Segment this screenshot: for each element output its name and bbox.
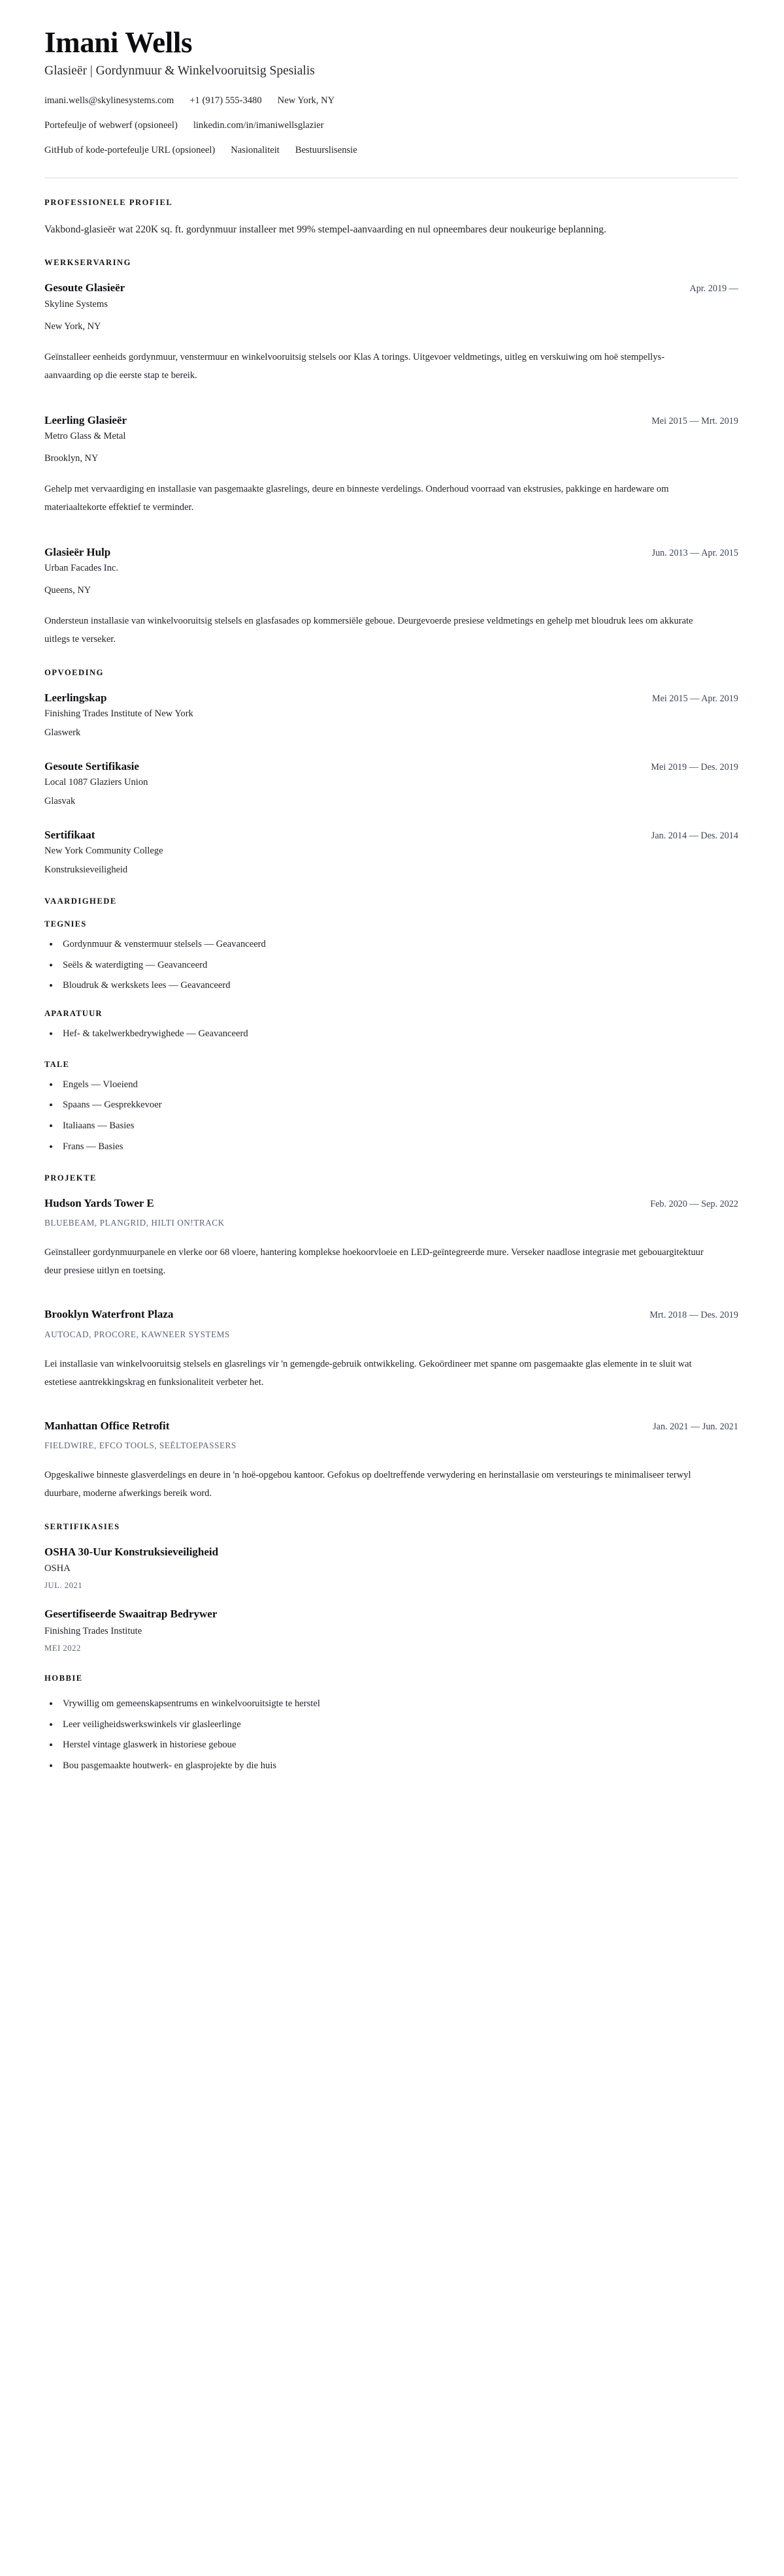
- section-title-certifications: SERTIFIKASIES: [44, 1521, 120, 1531]
- project-description: Geïnstalleer gordynmuurpanele en vlerke oor 68 vloere, hantering komplekse hoekoorvloeie en LED-geïntegreerde mure. Verseker naadlose integrasie met gebouargitektuur deur presiese uitlyn en toetsing.: [44, 1247, 704, 1277]
- certification-name: OSHA 30-Uur Konstruksieveiligheid: [44, 1545, 219, 1558]
- certifications-list: [44, 1545, 738, 1654]
- skill-group: [44, 1009, 738, 1042]
- skill-groups: [44, 919, 738, 1041]
- entry-header: [44, 759, 738, 774]
- language-item: Italiaans — Basies: [44, 1119, 738, 1134]
- job-location: Queens, NY: [44, 584, 91, 596]
- job-company: Skyline Systems: [44, 298, 108, 310]
- language-list: [44, 1077, 738, 1154]
- job-company: Metro Glass & Metal: [44, 430, 126, 441]
- contact-item: +1 (917) 555-3480: [189, 95, 262, 106]
- education-list: [44, 691, 738, 877]
- skill-group-languages: [44, 1060, 738, 1154]
- education-entry: [44, 691, 738, 740]
- section-title-projects: PROJEKTE: [44, 1173, 97, 1183]
- field-of-study: Konstruksieveiligheid: [44, 865, 128, 876]
- certification-date: MEI 2022: [44, 1643, 81, 1653]
- section-title-education: OPVOEDING: [44, 667, 104, 677]
- hobby-item: Herstel vintage glaswerk in historiese geboue: [44, 1738, 738, 1753]
- candidate-headline: Glasieër | Gordynmuur & Winkelvooruitsig Spesialis: [44, 63, 315, 78]
- project-date: Jan. 2021 — Jun. 2021: [653, 1421, 738, 1432]
- experience-entry: [44, 545, 738, 648]
- school-name: Finishing Trades Institute of New York: [44, 708, 193, 719]
- section-skills: [44, 897, 738, 1154]
- hobby-item: Vrywillig om gemeenskapsentrums en winkelvooruitsigte te herstel: [44, 1696, 738, 1711]
- hobby-item: Bou pasgemaakte houtwerk- en glasprojekte by die huis: [44, 1758, 738, 1773]
- skill-item: Bloudruk & werkskets lees — Geavanceerd: [44, 978, 738, 993]
- hobby-item: Leer veiligheidswerkswinkels vir glasleerlinge: [44, 1717, 738, 1732]
- job-description: Ondersteun installasie van winkelvooruitsig stelsels en glasfasades op kommersiële geboue. Deurgevoerde presiese veldmetings en gehelp met bloudruk lees om akkurate uitlegs te verseker.: [44, 615, 693, 644]
- education-entry: [44, 759, 738, 808]
- project-name: Brooklyn Waterfront Plaza: [44, 1308, 174, 1321]
- contact-item: Portefeulje of webwerf (opsioneel): [44, 119, 178, 131]
- job-company: Urban Facades Inc.: [44, 562, 119, 573]
- certification-date: JUL. 2021: [44, 1581, 83, 1591]
- project-entry: [44, 1196, 738, 1280]
- degree-title: Sertifikaat: [44, 829, 95, 842]
- section-projects: [44, 1173, 738, 1503]
- degree-date: Mei 2019 — Des. 2019: [651, 762, 738, 773]
- skill-group-label: APARATUUR: [44, 1009, 103, 1019]
- project-tech-stack: FIELDWIRE, EFCO TOOLS, SEËLTOEPASSERS: [44, 1440, 237, 1450]
- contact-row: [44, 144, 738, 158]
- section-hobbies: [44, 1674, 738, 1773]
- education-entry: [44, 828, 738, 877]
- project-entry: [44, 1419, 738, 1503]
- section-title-experience: WERKSERVARING: [44, 258, 131, 268]
- job-location: Brooklyn, NY: [44, 453, 99, 464]
- skill-list: [44, 1026, 738, 1042]
- entry-header: [44, 281, 738, 295]
- resume-header: [44, 27, 738, 158]
- experience-entry: [44, 413, 738, 517]
- certification-name: Gesertifiseerde Swaaitrap Bedrywer: [44, 1608, 218, 1621]
- school-name: Local 1087 Glaziers Union: [44, 777, 148, 788]
- contact-link[interactable]: GitHub of kode-portefeulje URL (opsioneel): [44, 144, 216, 155]
- job-title: Leerling Glasieër: [44, 413, 127, 426]
- section-title-hobbies: HOBBIE: [44, 1673, 83, 1683]
- section-summary: [44, 198, 738, 239]
- section-certifications: [44, 1522, 738, 1654]
- degree-date: Mei 2015 — Apr. 2019: [651, 693, 738, 704]
- language-item: Spaans — Gesprekkevoer: [44, 1098, 738, 1113]
- skill-item: Hef- & takelwerkbedrywighede — Geavanceerd: [44, 1026, 738, 1042]
- project-description: Opgeskaliwe binneste glasverdelings en deure in 'n hoë-opgebou kantoor. Gefokus op doeltreffende verwydering en herinstallasie om versteurings te minimaliseer terwyl duurbare, moderne afwerkings bereik word.: [44, 1469, 691, 1499]
- entry-header: [44, 1419, 738, 1433]
- job-date: Jun. 2013 — Apr. 2015: [651, 547, 738, 558]
- contact-item: New York, NY: [277, 95, 335, 106]
- project-date: Mrt. 2018 — Des. 2019: [649, 1310, 738, 1321]
- project-entry: [44, 1307, 738, 1391]
- entry-header: [44, 413, 738, 428]
- hobbies-list: [44, 1696, 738, 1773]
- section-title-skills: VAARDIGHEDE: [44, 897, 117, 906]
- section-title-summary: PROFESSIONELE PROFIEL: [44, 197, 173, 207]
- entry-header: [44, 691, 738, 705]
- language-item: Engels — Vloeiend: [44, 1077, 738, 1092]
- degree-title: Gesoute Sertifikasie: [44, 760, 139, 773]
- project-tech-stack: BLUEBEAM, PLANGRID, HILTI ON!TRACK: [44, 1218, 225, 1228]
- project-name: Manhattan Office Retrofit: [44, 1419, 170, 1432]
- contact-row: [44, 94, 738, 108]
- field-of-study: Glasvak: [44, 796, 76, 807]
- skill-item: Gordynmuur & venstermuur stelsels — Geavanceerd: [44, 937, 738, 952]
- certification-entry: [44, 1607, 738, 1654]
- candidate-name: Imani Wells: [44, 26, 193, 59]
- project-date: Feb. 2020 — Sep. 2022: [650, 1199, 738, 1210]
- project-description: Lei installasie van winkelvooruitsig stelsels en glasrelings vir 'n gemengde-gebruik ontwikkeling. Gekoördineer met spanne om pasgemaakte glas elemente in te sluit wat estetiese aantrekkingskrag en funksionaliteit verbeter het.: [44, 1358, 692, 1388]
- entry-header: [44, 545, 738, 560]
- entry-header: [44, 828, 738, 842]
- contact-row: [44, 119, 738, 133]
- skill-list: [44, 937, 738, 993]
- project-tech-stack: AUTOCAD, PROCORE, KAWNEER SYSTEMS: [44, 1329, 230, 1339]
- contact-item: Bestuurslisensie: [295, 144, 357, 155]
- skill-group-label: TEGNIES: [44, 919, 87, 929]
- job-date: Apr. 2019 —: [689, 283, 738, 294]
- language-item: Frans — Basies: [44, 1139, 738, 1154]
- skill-group: [44, 919, 738, 993]
- projects-list: [44, 1196, 738, 1503]
- entry-header: [44, 1307, 738, 1322]
- experience-list: [44, 281, 738, 648]
- job-date: Mei 2015 — Mrt. 2019: [651, 415, 738, 426]
- job-description: Geïnstalleer eenheids gordynmuur, venstermuur en winkelvooruitsig stelsels oor Klas A torings. Uitgevoer veldmetings, uitleg en verskuiwing om hoë stempellys-aanvaarding op die eerste stap te bereik.: [44, 351, 665, 381]
- contact-link[interactable]: imani.wells@skylinesystems.com: [44, 95, 174, 106]
- certification-entry: [44, 1545, 738, 1592]
- job-title: Gesoute Glasieër: [44, 281, 125, 294]
- project-name: Hudson Yards Tower E: [44, 1197, 154, 1210]
- resume-sheet: [44, 27, 738, 1773]
- degree-title: Leerlingskap: [44, 691, 107, 704]
- summary-text: Vakbond-glasieër wat 220K sq. ft. gordynmuur installeer met 99% stempel-aanvaarding en nul opneembares deur noukeurige beplanning.: [44, 223, 607, 235]
- experience-entry: [44, 281, 738, 384]
- certification-issuer: OSHA: [44, 1563, 71, 1574]
- job-description: Gehelp met vervaardiging en installasie van pasgemaakte glasrelings, deure en binneste verdelings. Onderhoud voorraad van ekstrusies, pakkinge en hardeware om materiaaltekorte effektief te verminder.: [44, 483, 669, 513]
- skill-item: Seëls & waterdigting — Geavanceerd: [44, 958, 738, 973]
- field-of-study: Glaswerk: [44, 727, 81, 739]
- skill-group-label-languages: TALE: [44, 1059, 70, 1069]
- contact-block: [44, 94, 738, 158]
- contact-item: Nasionaliteit: [231, 144, 280, 155]
- entry-header: [44, 1196, 738, 1211]
- section-education: [44, 668, 738, 877]
- contact-link[interactable]: linkedin.com/in/imaniwellsglazier: [193, 119, 324, 131]
- degree-date: Jan. 2014 — Des. 2014: [651, 831, 738, 842]
- job-location: New York, NY: [44, 321, 101, 332]
- certification-issuer: Finishing Trades Institute: [44, 1625, 142, 1636]
- job-title: Glasieër Hulp: [44, 545, 111, 558]
- section-experience: [44, 258, 738, 648]
- school-name: New York Community College: [44, 846, 163, 857]
